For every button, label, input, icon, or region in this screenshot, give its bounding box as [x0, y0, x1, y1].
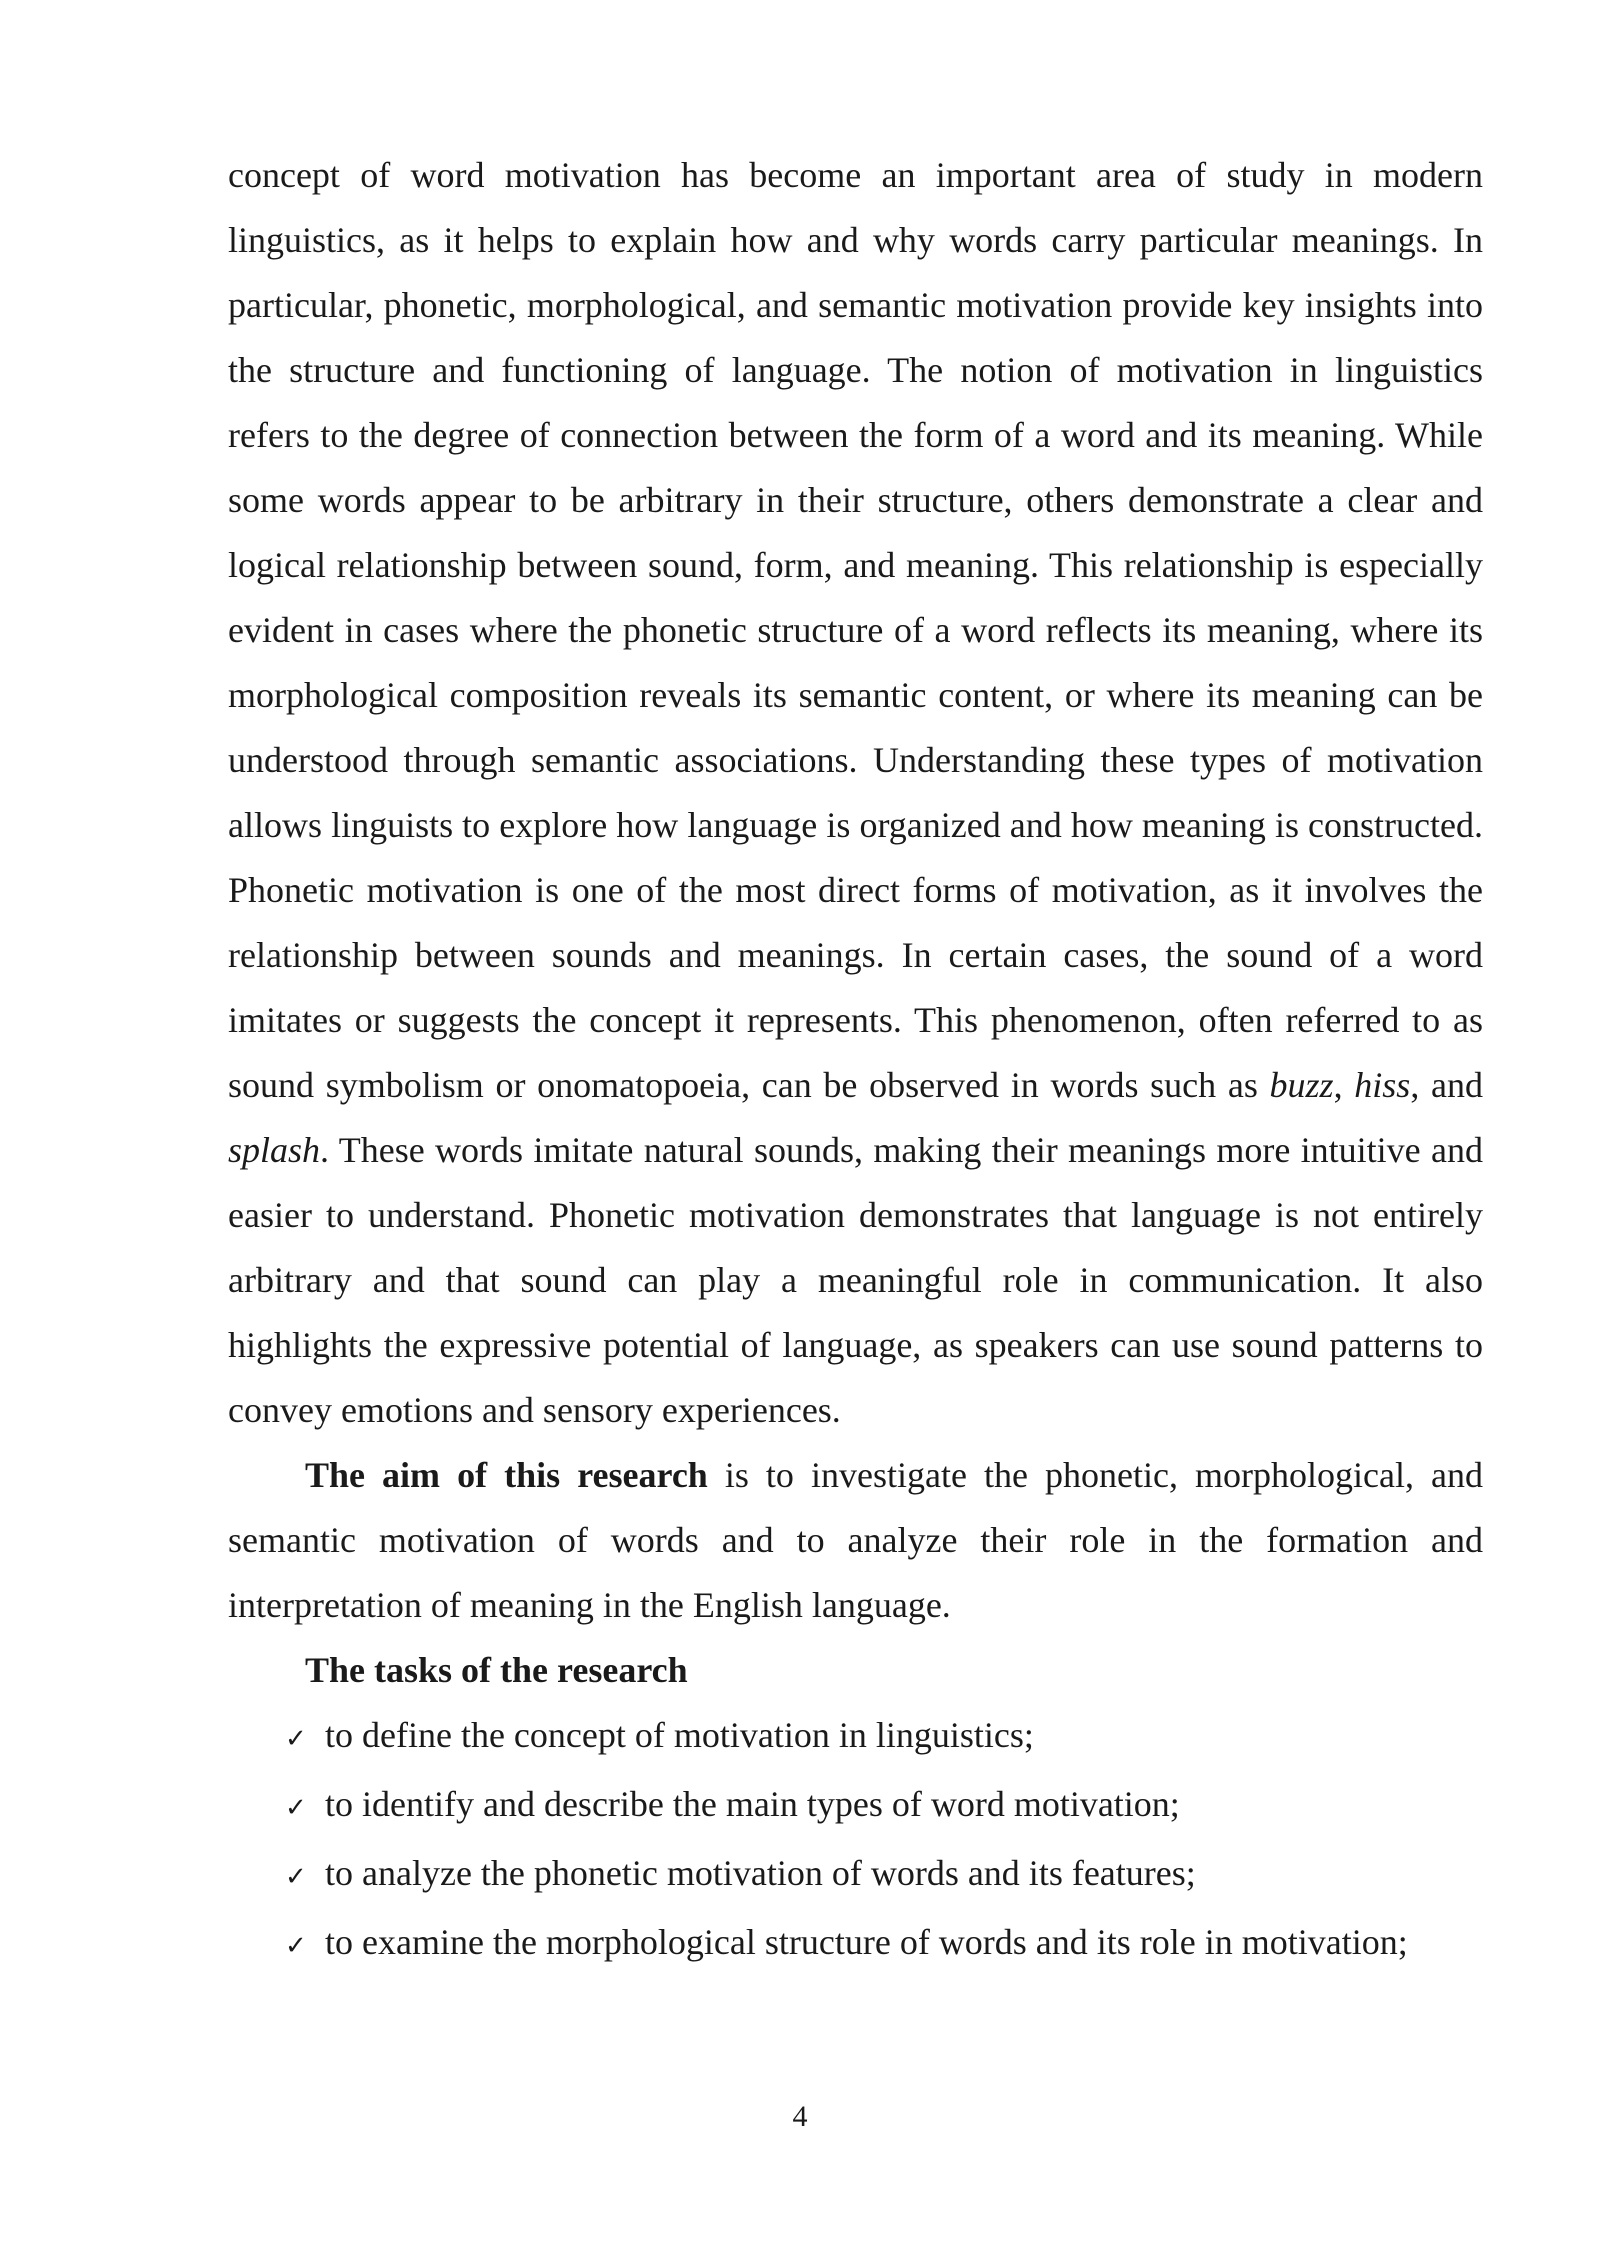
task-text: to analyze the phonetic motivation of words and its features;: [325, 1853, 1196, 1893]
body-paragraph: [228, 143, 1483, 1443]
body-text: concept of word motivation has become an important area of study in modern linguistics, as it helps to explain how and why words carry particular meanings. In particular, phonetic, morphological, and semantic motivation provide key insights into the structure and functioning of language. The notion of motivation in linguistics refers to the degree of connection between the form of a word and its meaning. While some words appear to be arbitrary in their structure, others demonstrate a clear and logical relationship between sound, form, and meaning. This relationship is especially evident in cases where the phonetic structure of a word reflects its meaning, where its morphological composition reveals its semantic content, or where its meaning can be understood through semantic associations. Understanding these types of motivation allows linguists to explore how language is organized and how meaning is constructed. Phonetic motivation is one of the most direct forms of motivation, as it involves the relationship between sounds and meanings. In certain cases, the sound of a word imitates or suggests the concept it represents. This phenomenon, often referred to as sound symbolism or onomatopoeia, can be observed in words such as: [228, 155, 1483, 1105]
example-word-splash: splash: [228, 1130, 321, 1170]
separator-text: , and: [1410, 1065, 1483, 1105]
example-word-hiss: hiss: [1354, 1065, 1411, 1105]
body-text-end: . These words imitate natural sounds, making their meanings more intuitive and easier to understand. Phonetic motivation demonstrates that language is not entirely arbitrary and that sound can play a meaningful role in communication. It also highlights the expressive potential of language, as speakers can use sound patterns to convey emotions and sensory experiences.: [228, 1130, 1483, 1430]
task-text: to examine the morphological structure of words and its role in motivation;: [325, 1922, 1408, 1962]
aim-label: The aim of this research: [305, 1455, 708, 1495]
list-item: [228, 1772, 1483, 1841]
tasks-list: [228, 1703, 1483, 1979]
tasks-heading: The tasks of the research: [305, 1650, 688, 1690]
separator-text: ,: [1333, 1065, 1355, 1105]
example-word-buzz: buzz: [1269, 1065, 1334, 1105]
aim-text: is to investigate the phonetic, morphological, and semantic motivation of words and to analyze their role in the formation and interpretation of meaning in the English language.: [228, 1455, 1483, 1625]
checkmark-icon: ✓: [285, 1931, 307, 1961]
checkmark-icon: ✓: [285, 1862, 307, 1892]
task-text: to define the concept of motivation in linguistics;: [325, 1715, 1034, 1755]
page-content: [228, 143, 1483, 1979]
list-item: [228, 1703, 1483, 1772]
list-item: [228, 1841, 1483, 1910]
aim-paragraph: [228, 1443, 1483, 1638]
task-text: to identify and describe the main types of word motivation;: [325, 1784, 1180, 1824]
checkmark-icon: ✓: [285, 1793, 307, 1823]
list-item: [228, 1910, 1483, 1979]
checkmark-icon: ✓: [285, 1724, 307, 1754]
page-number: 4: [792, 2100, 808, 2133]
